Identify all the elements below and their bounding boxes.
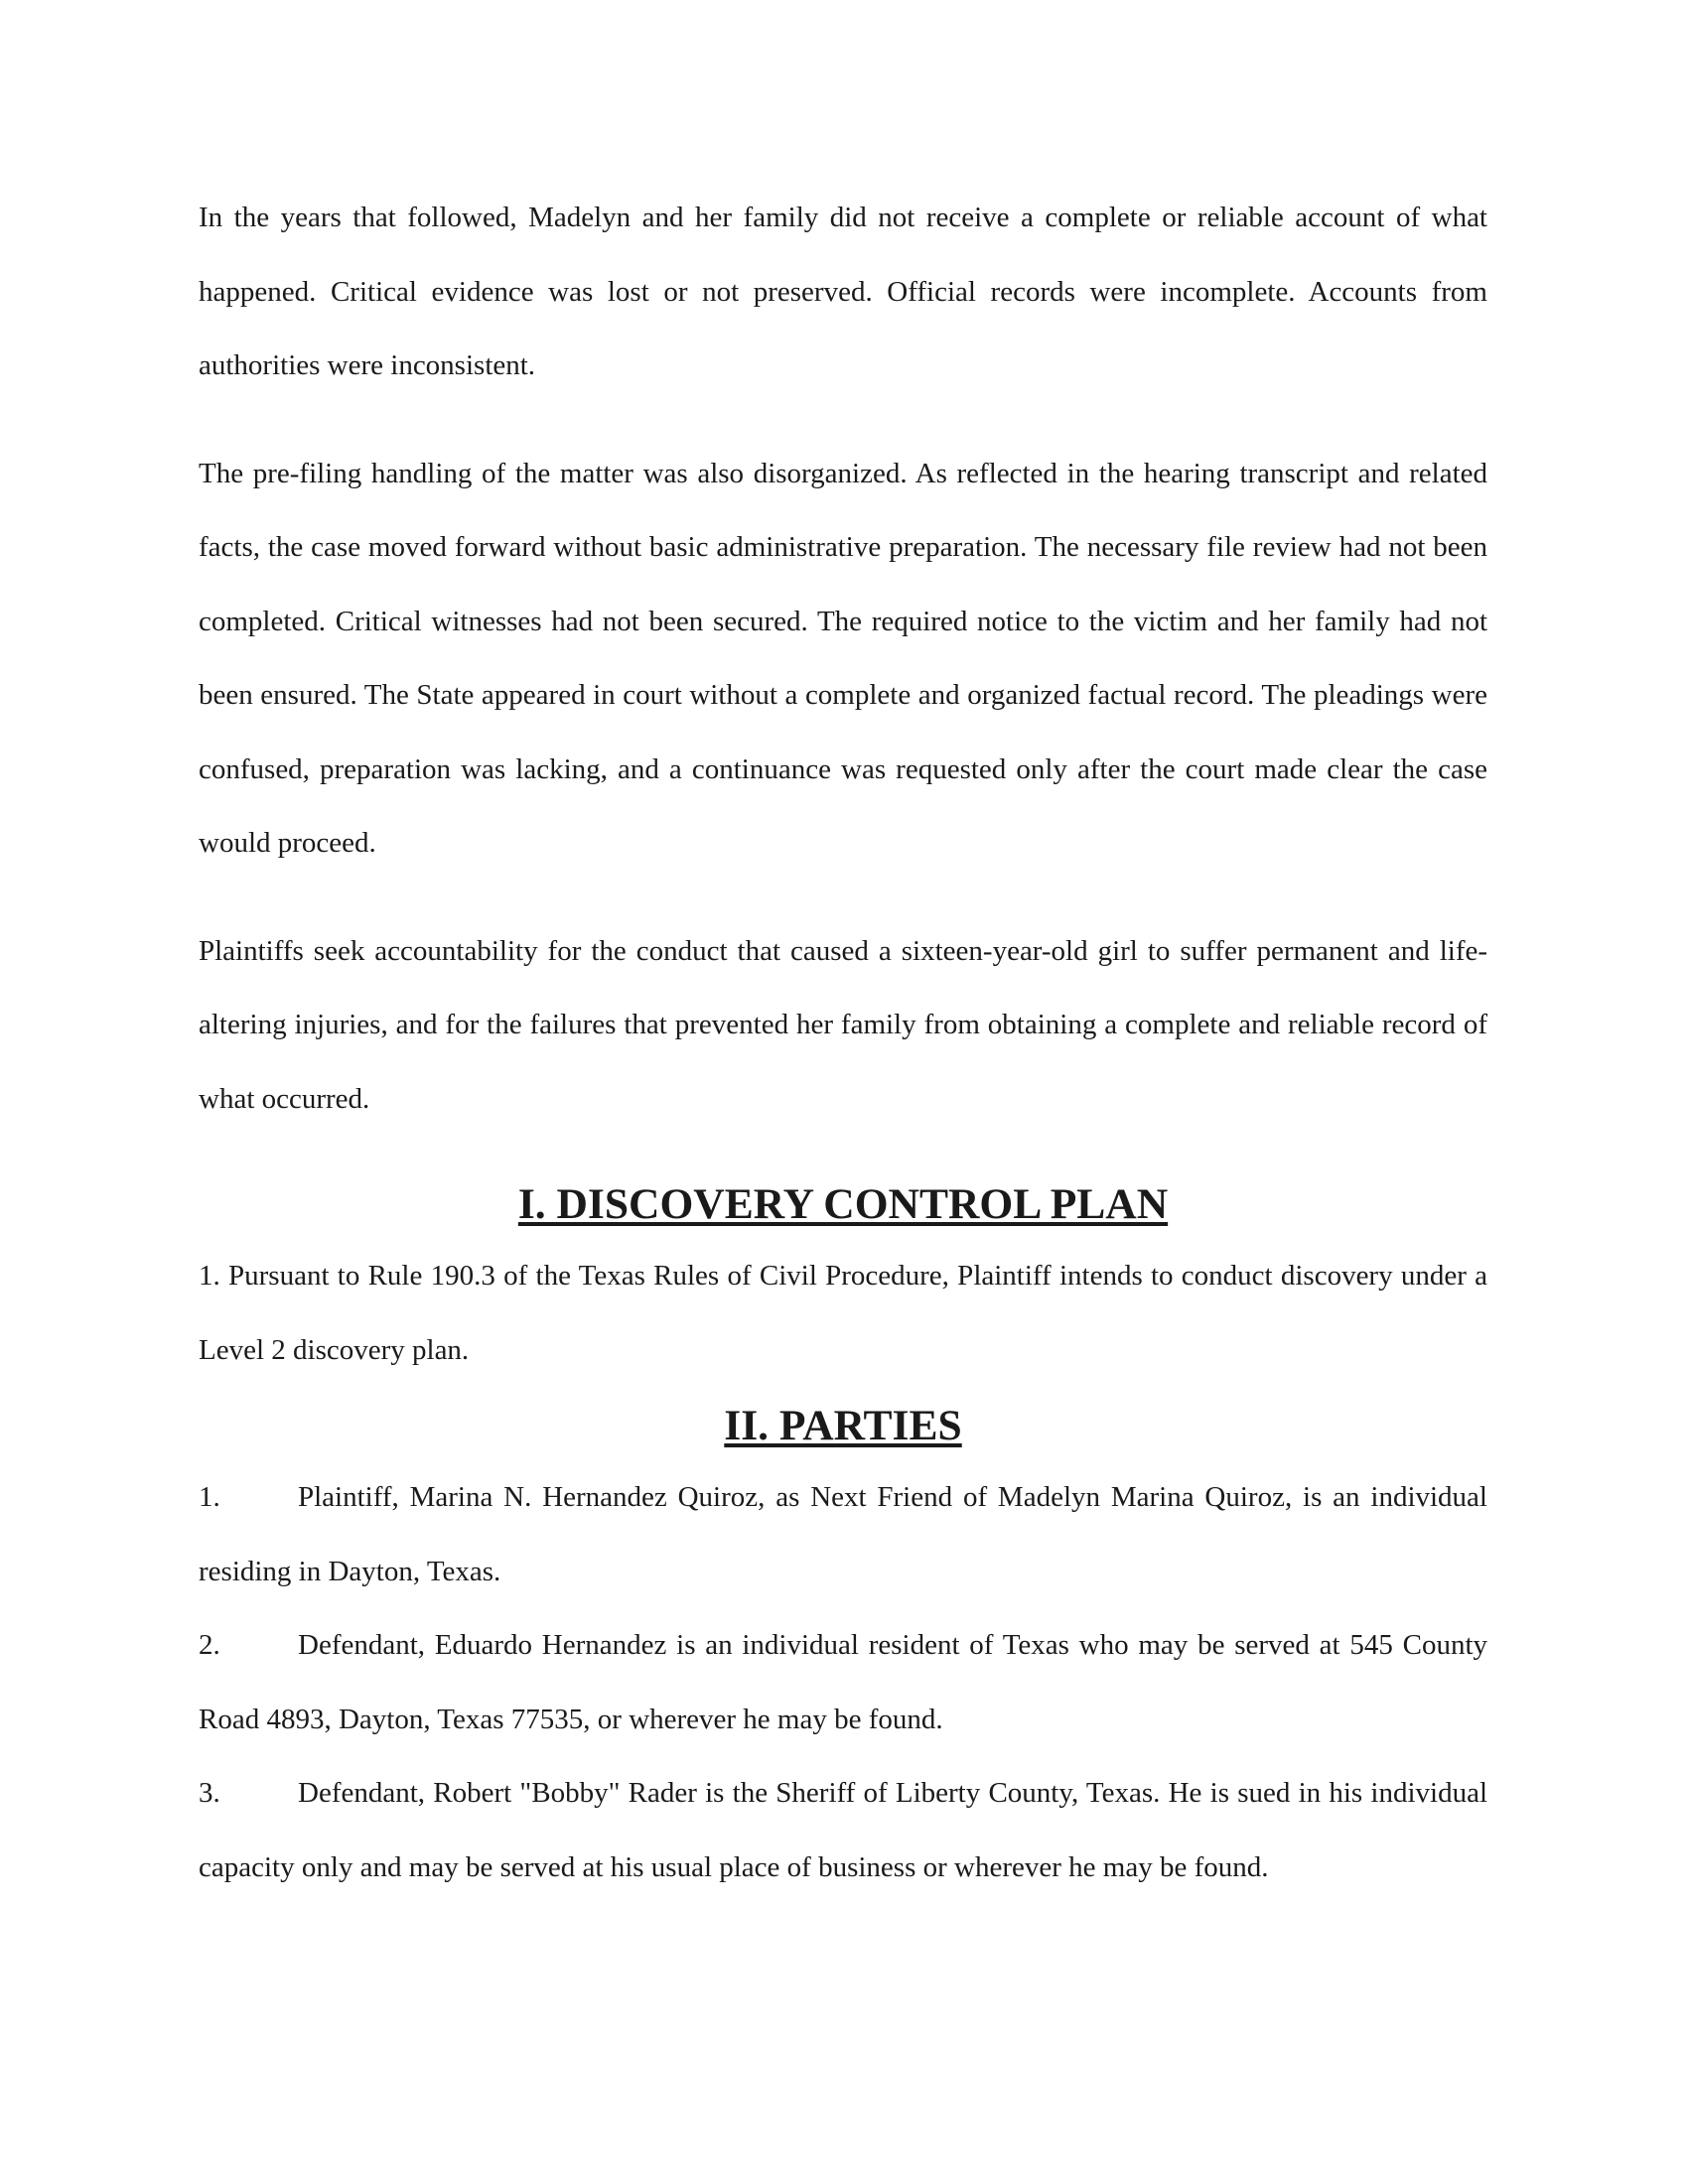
document-page bbox=[199, 181, 1487, 2067]
party-item-number: 2. bbox=[199, 1629, 220, 1661]
party-item-1 bbox=[199, 1460, 1487, 1608]
party-item-text: Plaintiff, Marina N. Hernandez Quiroz, as Next Friend of Madelyn Marina Quiroz, is an individual residing in Dayton, Texas. bbox=[199, 1481, 1487, 1587]
party-item-text: Defendant, Robert "Bobby" Rader is the Sheriff of Liberty County, Texas. He is sued in his individual capacity only and may be served at his usual place of business or wherever he may be found. bbox=[199, 1777, 1487, 1883]
intro-paragraph-3: Plaintiffs seek accountability for the conduct that caused a sixteen-year-old girl to suffer permanent and life-altering injuries, and for the failures that prevented her family from obtaining a complete and reliable record of what occurred. bbox=[199, 934, 1487, 1115]
intro-paragraph-1: In the years that followed, Madelyn and her family did not receive a complete or reliable account of what happened. Critical evidence was lost or not preserved. Official records were incomplete. Accounts from authorities were inconsistent. bbox=[199, 202, 1487, 381]
paragraph-spacer bbox=[199, 403, 1487, 437]
paragraph-spacer bbox=[199, 1136, 1487, 1169]
party-item-text: Defendant, Eduardo Hernandez is an individual resident of Texas who may be served at 545 County Road 4893, Dayton, Texas 77535, or wherever he may be found. bbox=[199, 1629, 1487, 1735]
paragraph-spacer bbox=[199, 881, 1487, 914]
discovery-plan-paragraph: 1. Pursuant to Rule 190.3 of the Texas Rules of Civil Procedure, Plaintiff intends to conduct discovery under a Level 2 discovery plan. bbox=[199, 1260, 1487, 1366]
section-heading-parties: II. PARTIES bbox=[724, 1402, 962, 1449]
party-item-number: 3. bbox=[199, 1777, 220, 1809]
party-item-3 bbox=[199, 1756, 1487, 1904]
party-item-2 bbox=[199, 1608, 1487, 1756]
section-heading-discovery-control-plan: I. DISCOVERY CONTROL PLAN bbox=[517, 1180, 1169, 1228]
intro-paragraph-2: The pre-filing handling of the matter was also disorganized. As reflected in the hearing transcript and related facts, the case moved forward without basic administrative preparation. The necessary file review had not been completed. Critical witnesses had not been secured. The required notice to the victim and her family had not been ensured. The State appeared in court without a complete and organized factual record. The pleadings were confused, preparation was lacking, and a continuance was requested only after the court made clear the case would proceed. bbox=[199, 457, 1487, 859]
party-item-number: 1. bbox=[199, 1481, 220, 1513]
